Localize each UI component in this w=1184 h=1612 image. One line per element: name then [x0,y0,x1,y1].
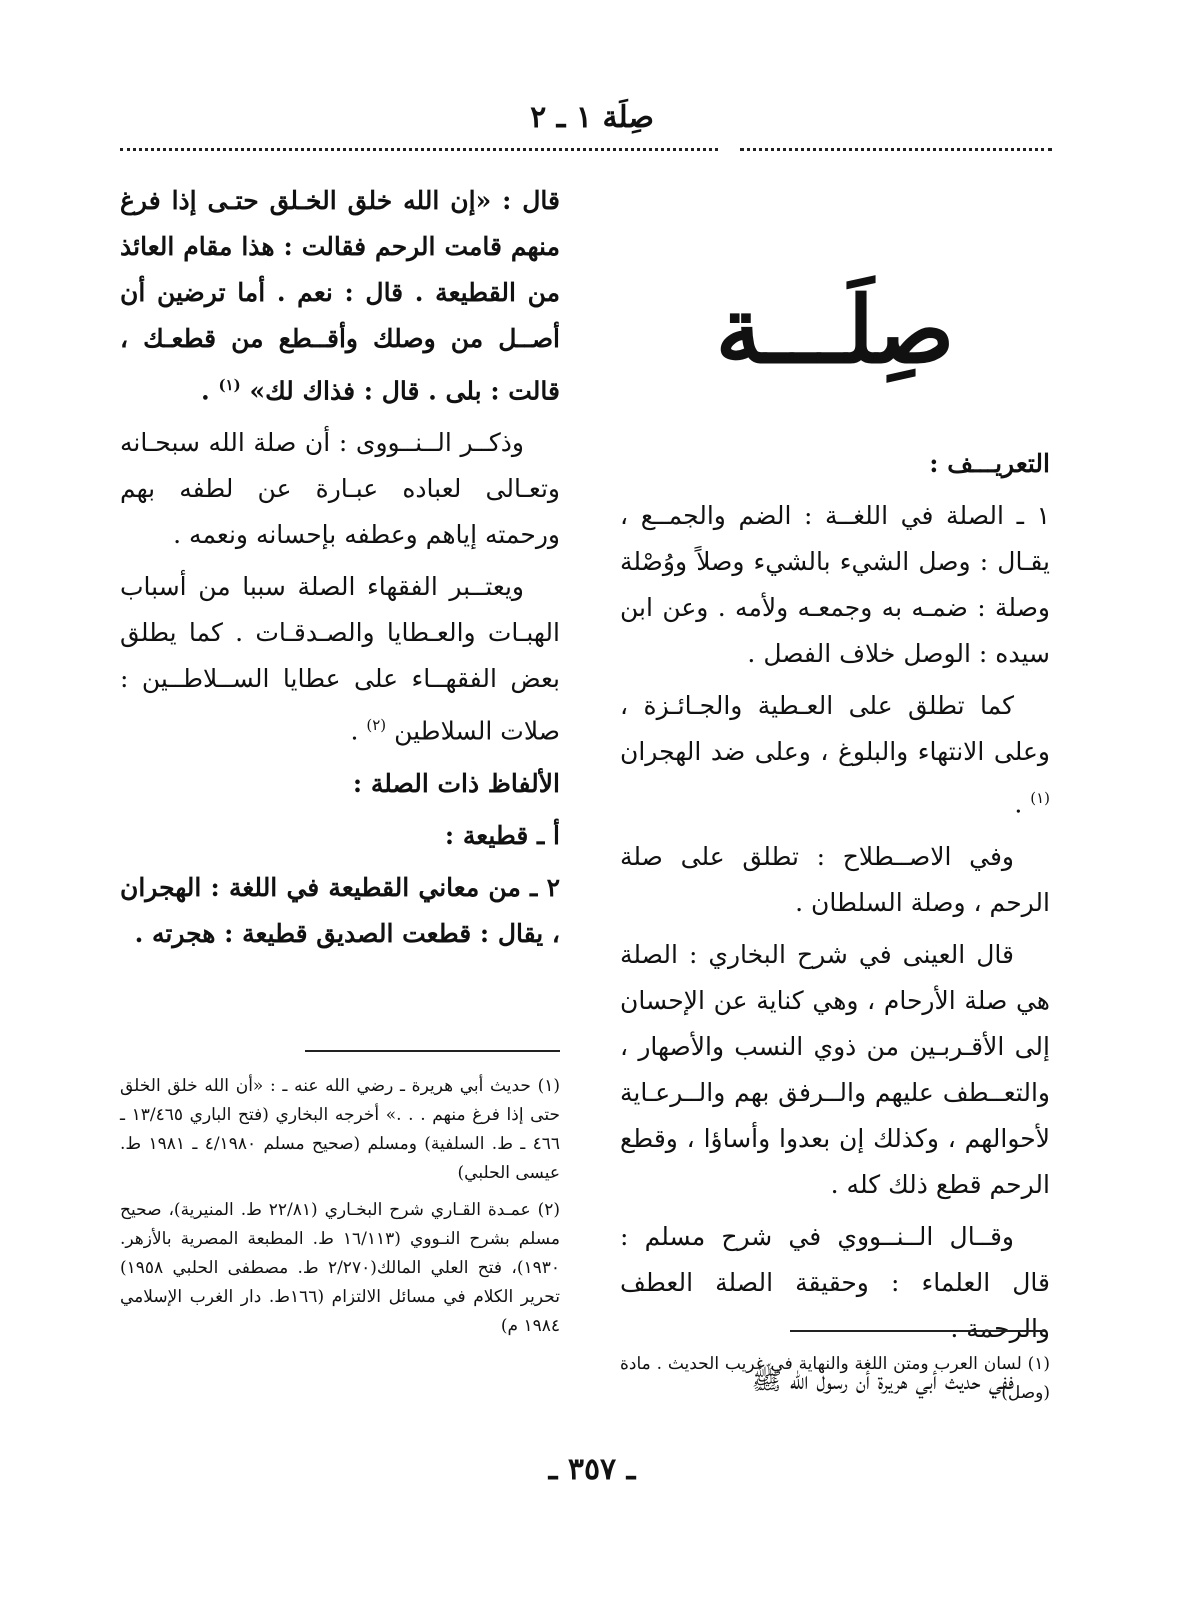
paragraph: وذكــر الــنــووى : أن صلة الله سبحـانه وتعـالى لعباده عبـارة عن لطفه بهم ورحمته إياهم وعطفه بإحسانه ونعمه . [120,428,560,550]
right-paragraphs [620,441,1050,1403]
paragraph: كما تطلق على العـطية والجـائـزة ، وعلى الانتهاء والبلوغ ، وعلى ضد الهجران $^{(١)}$ . [620,691,1050,819]
paragraph: ١ ـ الصلة في اللغــة : الضم والجمــع ، يقـال : وصل الشيء بالشيء وصلاً ووُصْلة وصلة : ضمـه به وجمعـه ولأمه . وعن ابن سيده : الوصل خلاف الفصل . [620,501,1050,669]
footnote-rule-left [305,1050,560,1052]
footnote-ref: (١) [1030,789,1050,808]
footnote-item: (١) حديث أبي هريرة ـ رضي الله عنه ـ : «أن الله خلق الخلق حتى إذا فرغ منهم . . .» أخرجه البخاري (فتح الباري ١٣/٤٦٥ ـ ٤٦٦ ـ ط. السلفية) ومسلم (صحيح مسلم ٤/١٩٨٠ ـ ١٩٨١ ط. عيسى الحلبي) [120,1076,561,1183]
footnote-item: (٢) عمـدة القـاري شرح البخـاري (٢٢/٨١ ط. المنيرية)، صحيح مسلم بشرح النـووي (١٦/١١٣ ط. المطبعة المصرية بالأزهر. ١٩٣٠)، فتح العلي المالك(٢/٢٧٠ ط. مصطفى الحلبي ١٩٥٨) تحرير الكلام في مسائل الالتزام (١٦٦ط. دار الغرب الإسلامي ١٩٨٤ م) [120,1200,561,1336]
header-divider-left [120,148,718,151]
paragraph: قال العينى في شرح البخاري : الصلة هي صلة الأرحام ، وهي كناية عن الإحسان إلى الأقـربـين من ذوي النسب والأصهار ، والتعــطف عليهم والــرفق بهم والــرعـاية لأحوالهم ، وكذلك إن بعدوا وأساؤا ، وقطع الرحم قطع ذلك كله . [620,939,1050,1199]
paragraph: وفي الاصــطلاح : تطلق على صلة الرحم ، وصلة السلطان . [620,841,1050,917]
entry-title: صِلَـــة [715,276,955,384]
header-divider-right [740,148,1052,151]
footnotes-right [620,1350,1050,1416]
paragraph: ففي حديث أبي هريرة أن رسول الله ﷺ [751,1365,1014,1395]
right-column [620,160,1050,1410]
footnote-ref: (١) [218,376,241,394]
running-header: صِلَة ١ ـ ٢ [530,100,654,135]
footnotes-left [120,1072,560,1349]
left-column [120,178,560,963]
footnote-item: (١) لسان العرب ومتن اللغة والنهاية في غريب الحديث . مادة (وصل) . [620,1354,1050,1403]
section-heading-definition: التعريـــف : [929,449,1050,479]
paragraph: ٢ ـ من معاني القطيعة في اللغة : الهجران ، يقال : قطعت الصديق قطيعة : هجرته . [120,872,560,948]
section-heading-related-terms: الألفاظ ذات الصلة : [352,768,560,798]
paragraph: ويعتــبر الفقهاء الصلة سببا من أسباب الهبـات والعـطايا والصـدقـات . كما يطلق بعض الفقهــاء على عطايا الســلاطــين : صلات السلاطين $^{(٢)}$ . [120,572,560,746]
footnote-rule-right [790,1330,1045,1332]
page-number: ـ ٣٥٧ ـ [548,1452,636,1487]
footnote-ref: (٢) [366,716,387,735]
paragraph: وقــال الــنــووي في شرح مسلم : قال العلماء : وحقيقة الصلة العطف والرحمة . [620,1221,1050,1343]
subheading-qatia: أ ـ قطيعة : [444,820,560,850]
hadith-paragraph: قال : «إن الله خلق الخـلق حتـى إذا فرغ منهم قامت الرحم فقالت : هذا مقام العائذ من القطيعة . قال : نعم . أما ترضين أن أصــل من وصلك وأقــطع من قطعـك ، قالت : بلى . قال : فذاك لك» $^{(١)}$ . [120,186,560,406]
